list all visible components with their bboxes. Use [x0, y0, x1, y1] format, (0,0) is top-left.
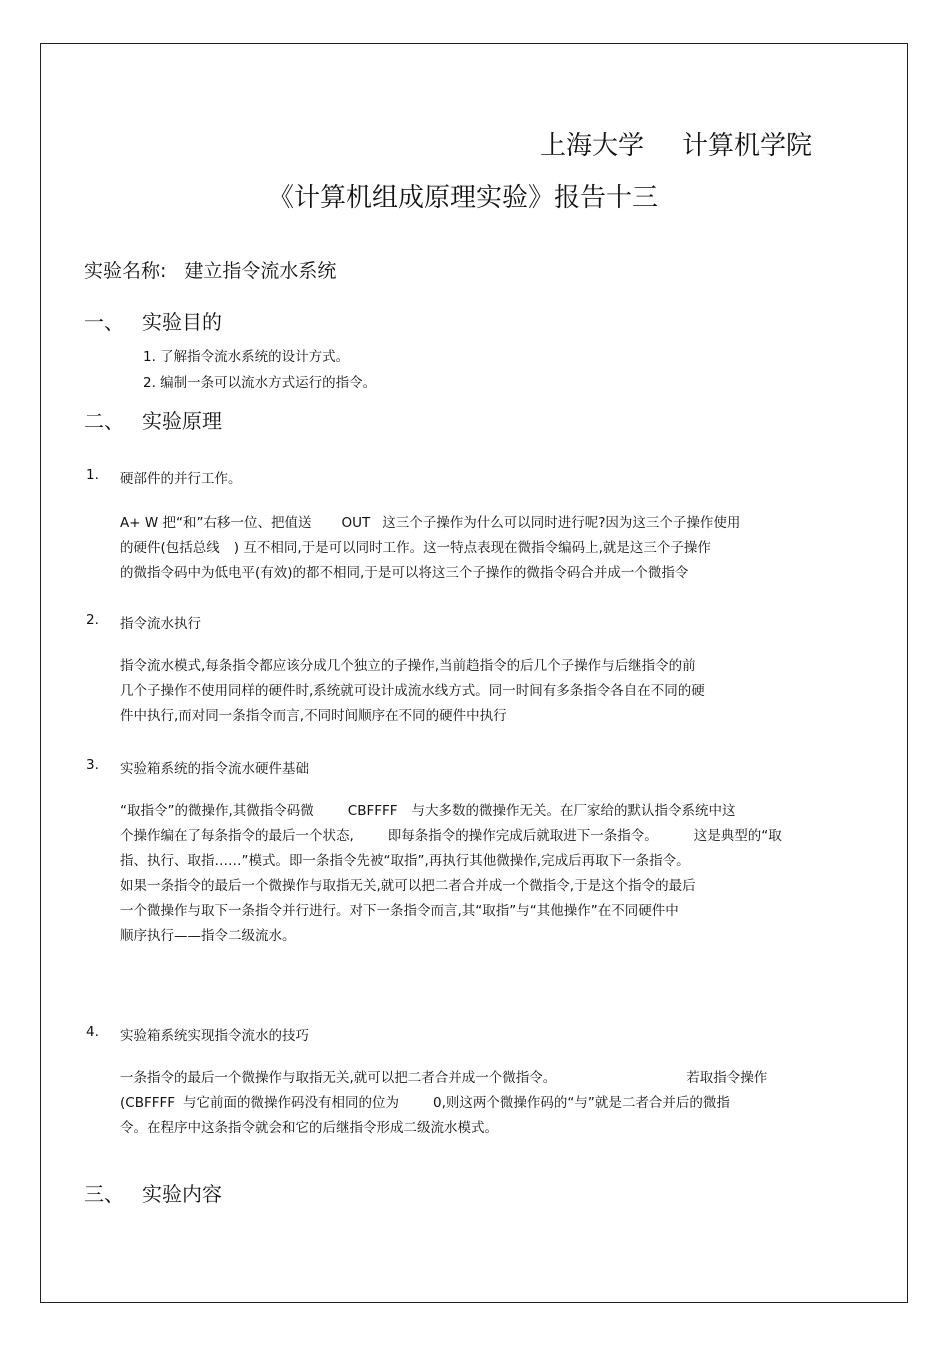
text-span: 与它前面的微操作码没有相同的位为: [183, 1095, 400, 1111]
paragraph-line: [120, 536, 740, 561]
section-2-title: 实验原理: [142, 409, 222, 433]
section-2-number: 二、: [84, 409, 124, 433]
paragraph-line: [120, 849, 782, 874]
principle-3-body: [120, 799, 782, 949]
principle-4-number: 4.: [86, 1024, 99, 1040]
goal-item-2: 2. 编制一条可以流水方式运行的指令。: [143, 375, 377, 391]
paragraph-line: [120, 824, 782, 849]
text-span: 个操作编在了每条指令的最后一个状态,: [120, 828, 354, 844]
section-2-heading: [84, 405, 222, 434]
text-span: 0,则这两个微操作码的“与”就是二者合并后的微指: [433, 1095, 730, 1111]
section-3-number: 三、: [84, 1182, 124, 1206]
text-span: CBFFFF: [347, 803, 398, 819]
text-span: 的硬件(包括总线: [120, 540, 220, 556]
paragraph-line: [120, 874, 782, 899]
principle-4-heading: [86, 1024, 486, 1044]
text-span: 指、执行、取指……”模式。即一条指令先被“取指”,再执行其他微操作,完成后再取下一条指令。: [120, 853, 690, 869]
principle-4-body: [120, 1066, 767, 1141]
section-3-heading: [84, 1178, 222, 1207]
text-span: 这三个子操作为什么可以同时进行呢?因为这三个子操作使用: [382, 515, 741, 531]
experiment-name-label: 实验名称:: [84, 260, 167, 282]
principle-1-heading: [86, 467, 486, 487]
paragraph-line: [120, 561, 740, 586]
text-span: ) 互不相同,于是可以同时工作。这一特点表现在微指令编码上,就是这三个子操作: [233, 540, 711, 556]
text-span: 一条指令的最后一个微操作与取指无关,就可以把二者合并成一个微指令。: [120, 1070, 557, 1086]
text-span: 令。在程序中这条指令就会和它的后继指令形成二级流水模式。: [120, 1120, 498, 1136]
text-span: “取指令”的微操作,其微指令码微: [120, 803, 314, 819]
paragraph-line: [120, 924, 782, 949]
paragraph-line: [120, 511, 740, 536]
paragraph-line: 几个子操作不使用同样的硬件时,系统就可设计成流水线方式。同一时间有多条指令各自在不同的硬: [120, 683, 705, 699]
text-span: 一个微操作与取下一条指令并行进行。对下一条指令而言,其“取指”与“其他操作”在不同硬件中: [120, 903, 679, 919]
text-span: 即每条指令的操作完成后就取进下一条指令。: [387, 828, 658, 844]
principle-1-body: [120, 511, 740, 586]
paragraph-line: [120, 1091, 767, 1116]
principle-2-heading: [86, 612, 486, 632]
school-name: 计算机学院: [682, 131, 813, 161]
paragraph-line: [120, 1116, 767, 1141]
section-3-title: 实验内容: [142, 1182, 222, 1206]
text-span: 与大多数的微操作无关。在厂家给的默认指令系统中这: [411, 803, 736, 819]
principle-4-title: 实验箱系统实现指令流水的技巧: [120, 1028, 309, 1044]
principle-3-heading: [86, 757, 486, 777]
paragraph-line: [120, 799, 782, 824]
text-span: (CBFFFF: [120, 1095, 176, 1111]
section-1-heading: [84, 306, 222, 335]
principle-3-title: 实验箱系统的指令流水硬件基础: [120, 761, 309, 777]
text-span: 的微指令码中为低电平(有效)的都不相同,于是可以将这三个子操作的微指令码合并成一个微指令: [120, 565, 689, 581]
section-1-number: 一、: [84, 310, 124, 334]
text-span: A+ W 把“和”右移一位、把值送: [120, 515, 312, 531]
experiment-name-value: 建立指令流水系统: [184, 260, 337, 282]
goal-item-1: 1. 了解指令流水系统的设计方式。: [143, 349, 350, 365]
report-title: 《计算机组成原理实验》报告十三: [268, 183, 659, 213]
paragraph-line: [120, 1066, 767, 1091]
text-span: 这是典型的“取: [693, 828, 782, 844]
principle-3-number: 3.: [86, 757, 99, 773]
principle-2-body: [120, 654, 705, 729]
principle-1-number: 1.: [86, 467, 99, 483]
principle-2-number: 2.: [86, 612, 99, 628]
paragraph-line: 件中执行,而对同一条指令而言,不同时间顺序在不同的硬件中执行: [120, 708, 507, 724]
section-1-title: 实验目的: [142, 310, 222, 334]
text-span: 顺序执行——指令二级流水。: [120, 928, 296, 944]
text-span: 如果一条指令的最后一个微操作与取指无关,就可以把二者合并成一个微指令,于是这个指令的最后: [120, 878, 696, 894]
text-span: 若取指令操作: [686, 1070, 768, 1086]
text-span: OUT: [341, 515, 371, 531]
paragraph-line: [120, 899, 782, 924]
paragraph-line: 指令流水模式,每条指令都应该分成几个独立的子操作,当前趋指令的后几个子操作与后继指令的前: [120, 658, 696, 674]
principle-2-title: 指令流水执行: [120, 616, 201, 632]
university-header: [540, 125, 812, 162]
principle-1-title: 硬部件的并行工作。: [120, 471, 242, 487]
experiment-name: [84, 256, 336, 283]
university-name: 上海大学: [540, 131, 645, 161]
